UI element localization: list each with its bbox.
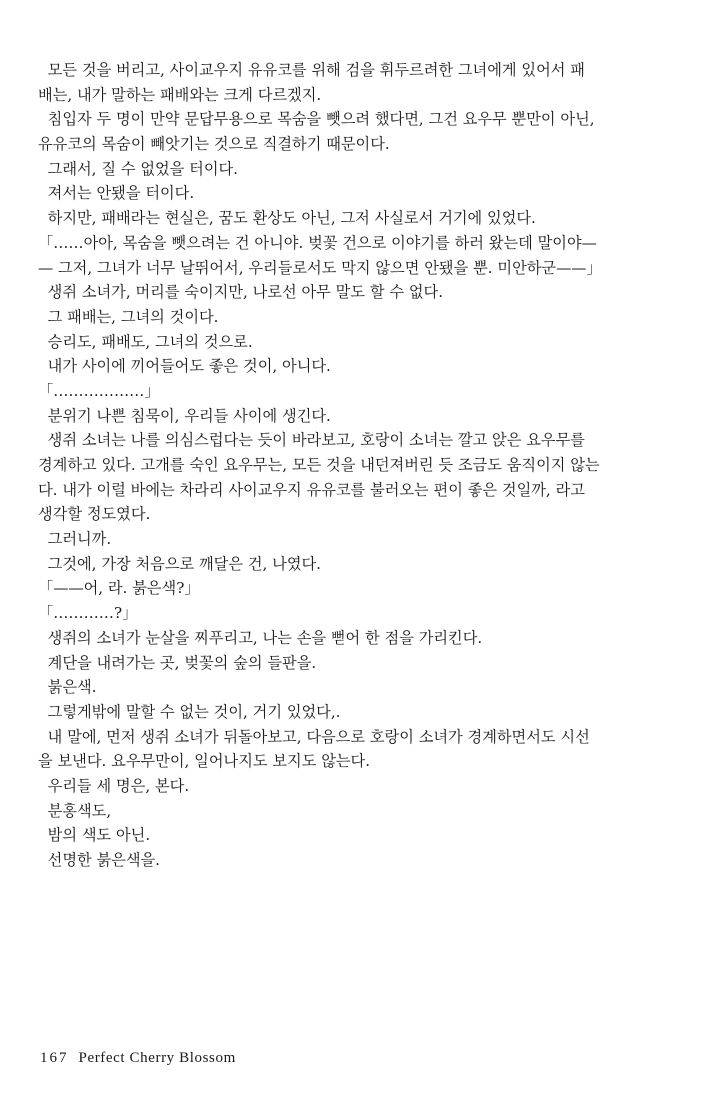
text-line: 그래서, 질 수 없었을 터이다. (38, 159, 239, 178)
text-line: 밤의 색도 아닌. (38, 826, 151, 845)
text-line: 을 보낸다. 요우무만이, 일어나지도 보지도 않는다. (38, 752, 371, 771)
text-line: 분위기 나쁜 침묵이, 우리들 사이에 생긴다. (38, 406, 331, 425)
book-title: Perfect Cherry Blossom (78, 1050, 236, 1066)
text-line: 승리도, 패배도, 그녀의 것으로. (38, 332, 253, 351)
text-line: 경계하고 있다. 고개를 숙인 요우무는, 모든 것을 내던져버린 듯 조금도 움직이지 않는 (38, 456, 600, 474)
text-line: 계단을 내려가는 곳, 벚꽃의 숲의 들판을. (38, 653, 317, 672)
text-line: 그것에, 가장 처음으로 깨달은 건, 나였다. (38, 554, 322, 573)
text-line: 「——어, 라. 붉은색?」 (38, 579, 200, 598)
text-line: 그 패배는, 그녀의 것이다. (38, 307, 219, 326)
text-line: 「………………」 (38, 381, 160, 400)
text-line: 생쥐의 소녀가 눈살을 찌푸리고, 나는 손을 뻗어 한 점을 가리킨다. (38, 628, 483, 647)
text-line: 유유코의 목숨이 빼앗기는 것으로 직결하기 때문이다. (38, 135, 390, 154)
text-line: 하지만, 패배라는 현실은, 꿈도 환상도 아닌, 그저 사실로서 거기에 있었다. (38, 209, 536, 228)
text-line: 생쥐 소녀가, 머리를 숙이지만, 나로선 아무 말도 할 수 없다. (38, 283, 444, 302)
page-body-text (38, 58, 688, 873)
text-line: 그러니까. (38, 530, 112, 549)
page-footer (40, 1050, 236, 1067)
text-line: 생각할 정도였다. (38, 505, 151, 524)
text-line: 내 말에, 먼저 생쥐 소녀가 뒤돌아보고, 다음으로 호랑이 소녀가 경계하면서도 시선 (38, 727, 590, 746)
text-line: 「……아아, 목숨을 뺏으려는 건 아니야. 벚꽃 건으로 이야기를 하러 왔는데 말이야— (38, 233, 597, 252)
text-line: 모든 것을 버리고, 사이교우지 유유코를 위해 검을 휘두르려한 그녀에게 있어서 패 (38, 61, 585, 79)
text-line: 침입자 두 명이 만약 문답무용으로 목숨을 뺏으려 했다면, 그건 요우무 뿐만이 아닌, (38, 110, 595, 129)
text-line: 생쥐 소녀는 나를 의심스럽다는 듯이 바라보고, 호랑이 소녀는 깔고 앉은 요우무를 (38, 431, 585, 450)
text-line: 붉은색. (38, 678, 97, 697)
text-line: 분홍색도, (38, 801, 112, 820)
text-line: 다. 내가 이럴 바에는 차라리 사이교우지 유유코를 불러오는 편이 좋은 것일까, 라고 (38, 480, 585, 499)
text-line: 그렇게밖에 말할 수 없는 것이, 거기 있었다,. (38, 702, 341, 721)
page-number: 167 (40, 1050, 69, 1066)
text-line: — 그저, 그녀가 너무 날뛰어서, 우리들로서도 막지 않으면 안됐을 뿐. 미안하군——」 (38, 258, 602, 277)
text-line: 내가 사이에 끼어들어도 좋은 것이, 아니다. (38, 357, 331, 376)
text-line: 우리들 세 명은, 본다. (38, 776, 190, 795)
text-line: 배는, 내가 말하는 패배와는 크게 다르겠지. (38, 85, 322, 104)
text-line: 선명한 붉은색을. (38, 851, 161, 869)
text-line: 「…………?」 (38, 604, 138, 623)
text-line: 져서는 안됐을 터이다. (38, 184, 195, 203)
